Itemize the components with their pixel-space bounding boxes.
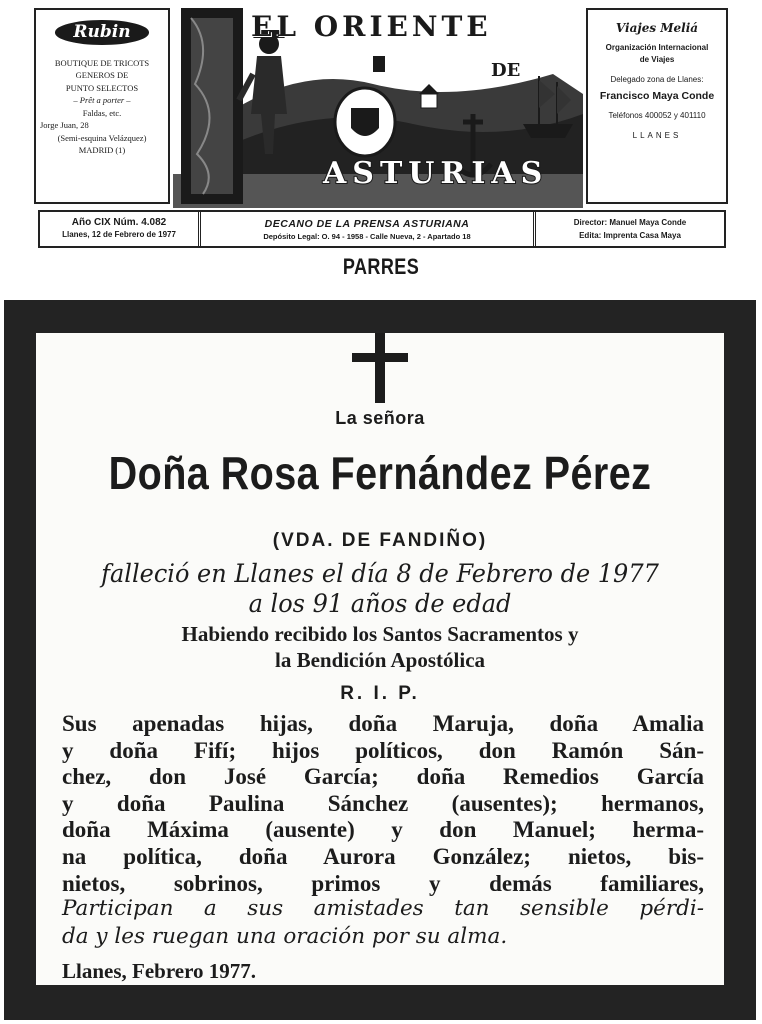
ad-line: Faldas, etc.: [82, 107, 122, 118]
director-line: Director: Manuel Maya Conde: [573, 218, 687, 227]
publisher-line: Edita: Imprenta Casa Maya: [579, 231, 681, 240]
family-paragraph: [62, 711, 704, 897]
ad-delegate-label: Delegado zona de Llanes:: [610, 75, 704, 84]
family-line: y doña Fifí; hijos políticos, don Ramón Sán-: [62, 737, 704, 763]
viajes-melia-advertisement: [586, 8, 728, 204]
obituary-notice: [36, 333, 724, 985]
family-line: Sus apenadas hijas, doña Maruja, doña Amalia: [62, 711, 704, 736]
masthead-subtitle: ASTURIAS: [323, 156, 549, 191]
family-line: nietos, sobrinos, primos y demás familiares,: [62, 870, 704, 896]
death-line: a los 91 años de edad: [248, 589, 512, 618]
editorial-info: [533, 212, 724, 246]
honorific: La señora: [335, 408, 425, 428]
ad-address-line: (Semi-esquina Velázquez): [57, 132, 147, 143]
sacrament-line: Habiendo recibido los Santos Sacramentos y: [181, 622, 579, 646]
obituary-notice-frame: [4, 300, 756, 1020]
dateline: Llanes, Febrero 1977.: [62, 959, 257, 983]
issue-date: Llanes, 12 de Febrero de 1977: [62, 230, 176, 239]
family-line: y doña Paulina Sánchez (ausentes); hermanos,: [62, 790, 704, 816]
ad-line: GENEROS DE: [75, 70, 129, 80]
masthead-title: EL ORIENTE: [251, 10, 492, 43]
ad-address-line: Jorge Juan, 28: [40, 120, 89, 130]
rip-text: R. I. P.: [340, 683, 420, 704]
masthead-title-de: DE: [491, 60, 521, 81]
section-heading: PARRES: [342, 254, 420, 279]
sacrament-line: la Bendición Apostólica: [274, 648, 486, 672]
family-line: chez, don José García; doña Remedios García: [62, 764, 704, 790]
ad-brand: Viajes Meliá: [615, 21, 699, 35]
ad-town: LLANES: [632, 131, 682, 140]
legal-deposit: Depósito Legal: O. 94 - 1958 - Calle Nueva, 2 - Apartado 18: [263, 231, 471, 241]
masthead-banner: [173, 4, 583, 208]
issue-number: Año CIX Núm. 4.082: [71, 217, 167, 228]
closing-line: Participan a sus amistades tan sensible pérdi-: [62, 896, 704, 921]
ad-line: BOUTIQUE DE TRICOTS: [54, 57, 150, 68]
family-line: na política, doña Aurora González; nietos, bis-: [62, 843, 704, 869]
ad-line: Organización Internacional: [605, 43, 709, 52]
family-line: doña Máxima (ausente) y don Manuel; herma-: [62, 817, 704, 843]
newspaper-masthead: [34, 4, 730, 249]
publication-motto: DECANO DE LA PRENSA ASTURIANA: [264, 217, 470, 230]
closing-paragraph: [62, 895, 704, 951]
cross-icon: [348, 333, 412, 403]
ad-address-line: MADRID (1): [78, 145, 126, 155]
ad-line: de Viajes: [639, 55, 675, 64]
deceased-name: Doña Rosa Fernández Pérez: [108, 447, 652, 499]
closing-line: da y les ruegan una oración por su alma.: [62, 924, 508, 949]
ad-line: PUNTO SELECTOS: [65, 82, 139, 93]
widow-of: (VDA. DE FANDIÑO): [272, 530, 488, 551]
ad-phones: Teléfonos 400052 y 401110: [608, 111, 706, 120]
ad-delegate-name: Francisco Maya Conde: [599, 90, 715, 102]
rubin-logo: Rubin: [55, 20, 148, 45]
death-line: falleció en Llanes el día 8 de Febrero de 1977: [101, 559, 659, 588]
sacraments-statement: [36, 621, 724, 673]
publication-info: [198, 212, 533, 246]
masthead-info-bar: [38, 210, 726, 248]
death-statement: [50, 559, 710, 619]
ad-line: – Prêt a porter –: [73, 95, 131, 105]
rubin-advertisement: [34, 8, 170, 204]
issue-info: [40, 212, 198, 246]
